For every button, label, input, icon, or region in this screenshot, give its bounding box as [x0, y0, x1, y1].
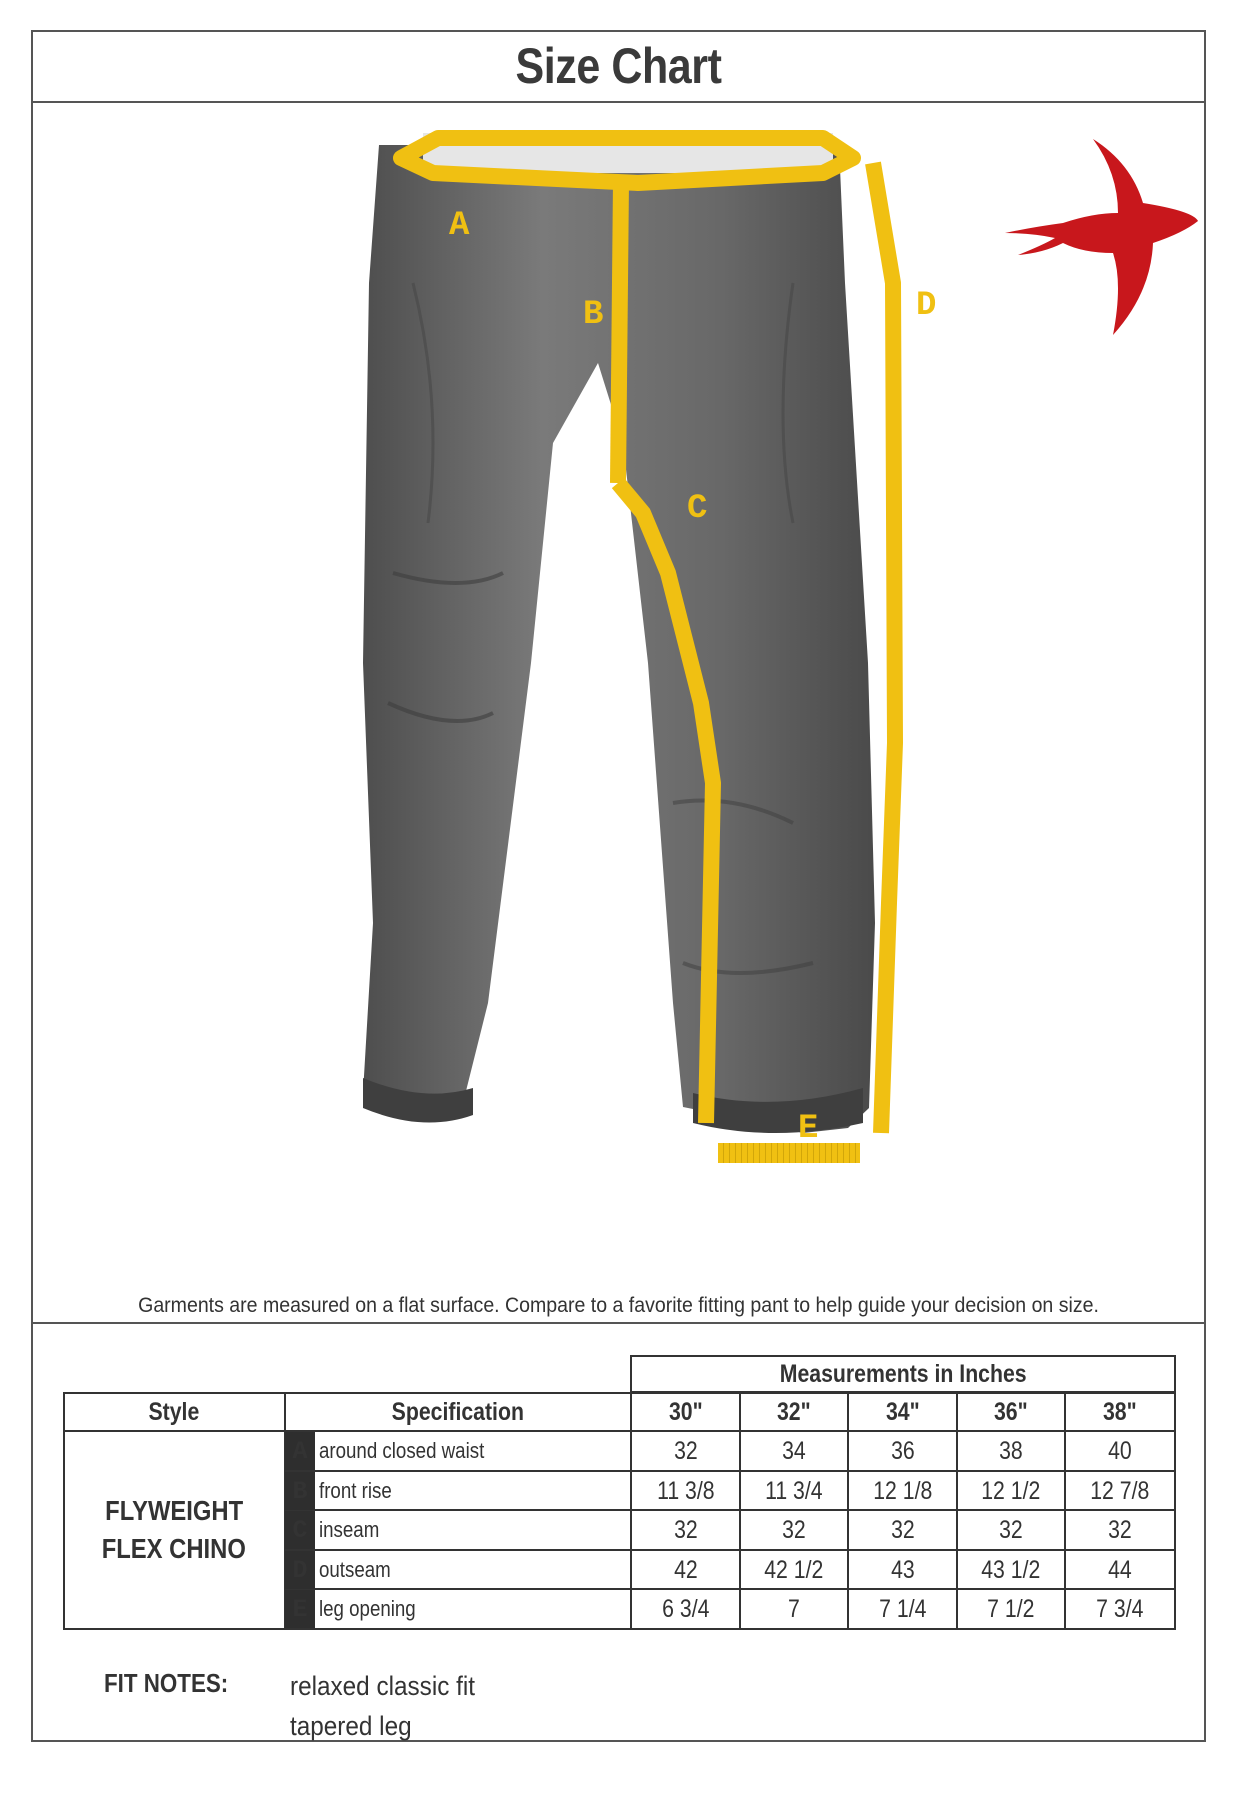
fit-notes-label: FIT NOTES:: [104, 1668, 229, 1698]
table-cell: 32: [1108, 1515, 1132, 1544]
table-cell: 43: [890, 1555, 915, 1584]
measurements-table: [63, 1355, 1176, 1630]
spec-leg-opening: leg opening: [319, 1596, 416, 1621]
table-cell: 12 1/8: [872, 1476, 933, 1505]
tape-b-rise: [618, 181, 621, 483]
section-divider: [33, 1322, 1204, 1324]
size-header-34: 34": [885, 1397, 920, 1426]
table-cell: 32: [890, 1515, 915, 1544]
title-bar: [33, 32, 1204, 103]
size-header-38: 38": [1103, 1397, 1137, 1426]
fit-note-item: tapered leg: [290, 1711, 412, 1741]
table-cell: 44: [1108, 1555, 1132, 1584]
row-letter-e: E: [285, 1590, 315, 1628]
table-cell: 11 3/4: [765, 1476, 823, 1505]
spec-inseam: inseam: [319, 1517, 380, 1542]
table-cell: 38: [999, 1436, 1023, 1465]
table-cell: 7: [788, 1594, 800, 1623]
table-cell: 40: [1108, 1436, 1132, 1465]
pants-illustration: [33, 103, 1204, 1303]
label-b: B: [583, 296, 604, 334]
measurement-diagram: [33, 103, 1204, 1303]
table-cell: 42 1/2: [764, 1555, 824, 1584]
tape-e-leg-opening: [718, 1143, 860, 1163]
measurement-caption: Garments are measured on a flat surface. Compare to a favorite fitting pant to help guide your decision on size.: [138, 1294, 1099, 1317]
style-column-header: Style: [148, 1397, 200, 1426]
table-cell: 11 3/8: [656, 1476, 715, 1505]
table-cell: 42: [673, 1555, 698, 1584]
table-cell: 7 3/4: [1096, 1594, 1144, 1623]
label-a: A: [449, 207, 470, 245]
measurements-header: Measurements in Inches: [779, 1359, 1027, 1388]
label-e: E: [798, 1110, 819, 1148]
fit-notes-list: [290, 1666, 475, 1746]
spec-column-header: Specification: [391, 1397, 525, 1426]
table-cell: 32: [673, 1436, 698, 1465]
fit-note-item: relaxed classic fit: [290, 1671, 476, 1701]
table-cell: 12 1/2: [981, 1476, 1041, 1505]
row-letter-a: A: [285, 1432, 315, 1470]
table-cell: 32: [673, 1515, 698, 1544]
size-header-30: 30": [668, 1397, 703, 1426]
swallow-icon: [1005, 139, 1198, 335]
spec-outseam: outseam: [319, 1557, 391, 1582]
size-header-32: 32": [777, 1397, 811, 1426]
table-cell: 7 1/4: [878, 1594, 927, 1623]
table-cell: 7 1/2: [987, 1594, 1035, 1623]
row-letter-c: C: [285, 1511, 315, 1549]
row-letter-d: D: [285, 1551, 315, 1589]
label-c: C: [687, 490, 708, 528]
table-cell: 12 7/8: [1090, 1476, 1150, 1505]
table-cell: 43 1/2: [981, 1555, 1041, 1584]
table-cell: 32: [999, 1515, 1023, 1544]
table-cell: 36: [890, 1436, 915, 1465]
spec-waist: around closed waist: [319, 1438, 485, 1463]
spec-front-rise: front rise: [319, 1478, 392, 1503]
row-letter-b: B: [285, 1472, 315, 1510]
tape-d-outseam: [873, 163, 895, 1133]
page-title: Size Chart: [515, 38, 722, 94]
table-cell: 6 3/4: [661, 1594, 710, 1623]
style-name: FLYWEIGHT FLEX CHINO: [101, 1495, 247, 1564]
size-header-36: 36": [994, 1397, 1028, 1426]
table-cell: 32: [782, 1515, 806, 1544]
table-cell: 34: [782, 1436, 806, 1465]
label-d: D: [916, 287, 937, 325]
